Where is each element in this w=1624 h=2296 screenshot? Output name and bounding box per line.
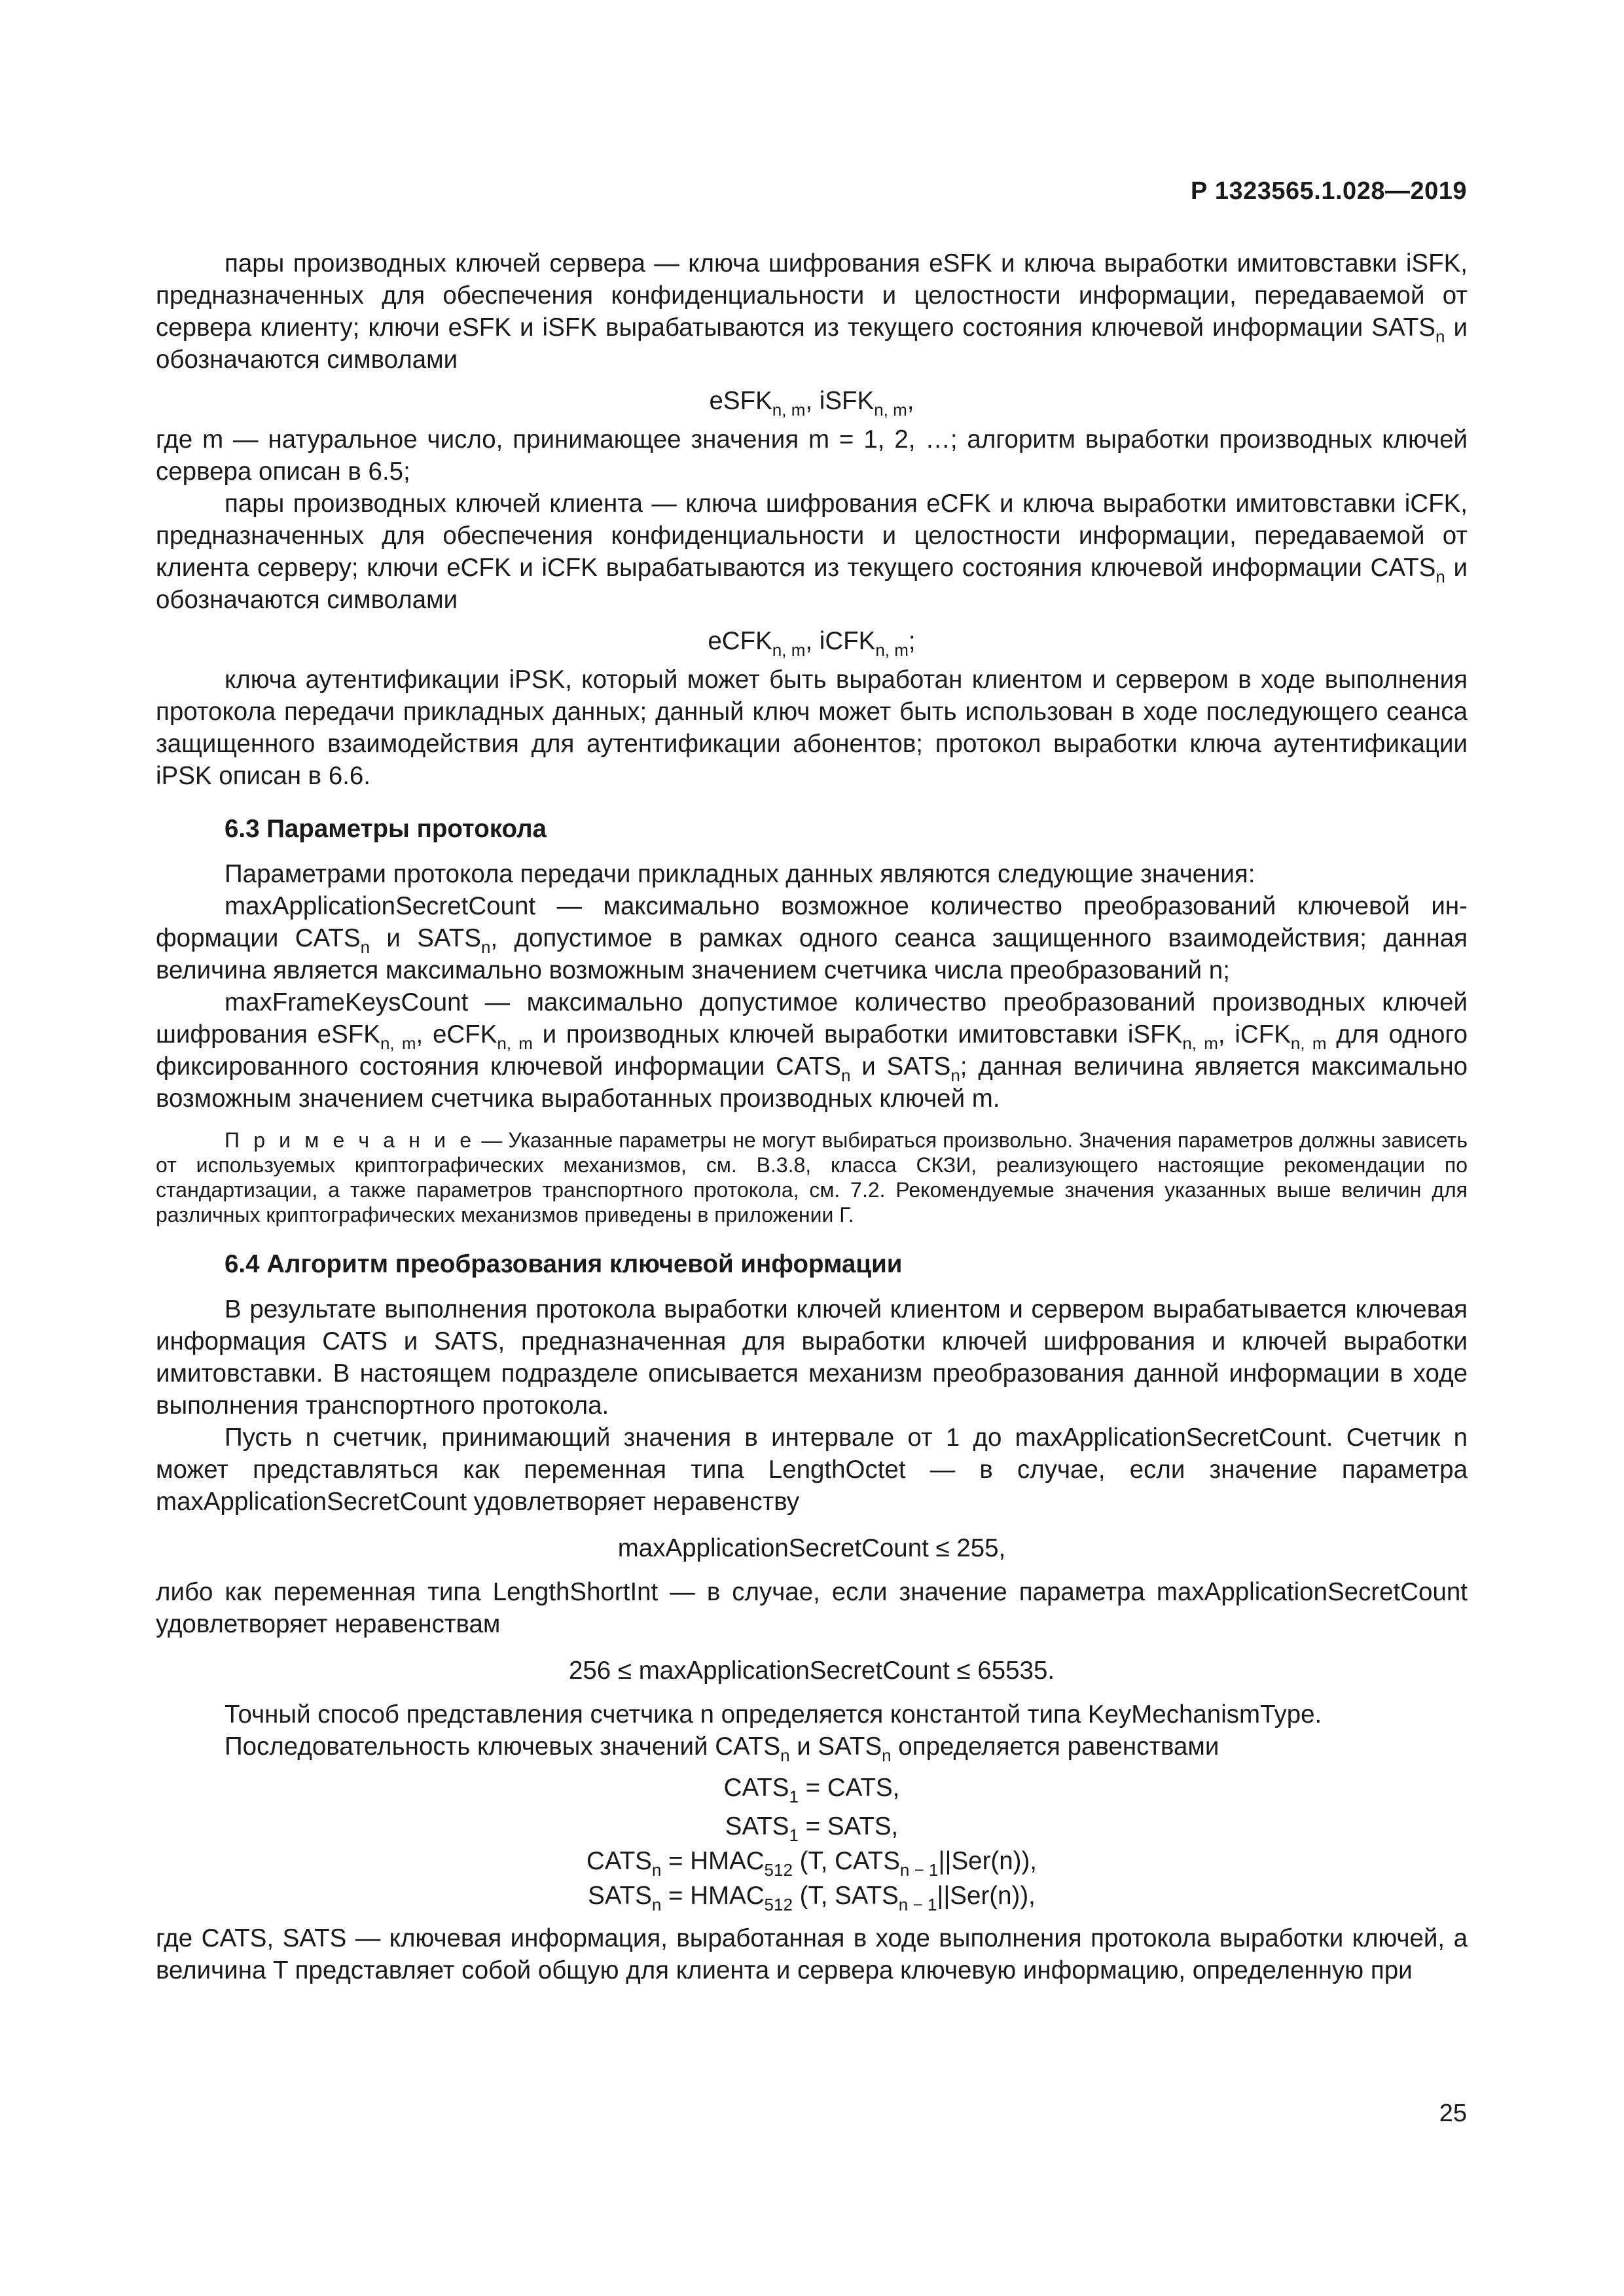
paragraph-max-frame-keys-count: maxFrameKeysCount — максимально допустимое количество преобразований производных ключей шифрования eSFK$_{n, m}$, eCFK$_{n, m}$ и производных ключей выработки имитовставки iSFK$_{n, m}$, iCFK$_{n, m}$ для одного фиксированного состояния ключевой информации $CATS_n$ и $SATS_n$; данная величина является максимально возможным значением счетчика выработанных производных ключей m. xyxy=(156,988,1468,1113)
page-number: 25 xyxy=(1439,2100,1467,2127)
formula-inequality-65535: 256 ≤ maxApplicationSecretCount ≤ 65535. xyxy=(568,1657,1055,1685)
paragraph-counter-n: Пусть n счетчик, принимающий значения в интервале от 1 до maxApplicationSecretCount. Счетчик n может представляться как переменная типа LengthOctet — в случае, если значение параметра maxApplicationSecretCount удовлетворяет неравенству xyxy=(156,1424,1468,1516)
note-block: П р и м е ч а н и е — Указанные параметры не могут выбираться произвольно. Значения параметров должны зависеть от используемых криптографических механизмов, см. В.3.8, класса СКЗИ, реализующего настоящие рекомендации по стандартизации, а также параметров транспортного протокола, см. 7.2. Рекомендуемые значения указанных выше величин для различных криптографических механизмов приведены в приложении Г. xyxy=(156,1128,1468,1227)
paragraph-m-definition: где m — натуральное число, принимающее значения m = 1, 2, …; алгоритм выработки производных ключей сервера описан в 6.5; xyxy=(156,425,1468,486)
formula-server-keys: eSFK$_{n, m}$, iSFK$_{n, m}$, xyxy=(709,387,914,420)
equation-cats-n: $CATS_n$ = $HMAC_{512}$ (T, $CATS_{n - 1}||Ser(n)$), xyxy=(586,1847,1037,1880)
equation-sats-n: $SATS_n$ = $HMAC_{512}$ (T, $SATS_{n - 1}||Ser(n)$), xyxy=(588,1882,1036,1914)
paragraph-params-intro: Параметрами протокола передачи прикладных данных являются следующие значения: xyxy=(225,860,1255,888)
paragraph-ipsk: ключа аутентификации iPSK, который может быть выработан клиентом и сервером в ходе выполнения протокола передачи прикладных данных; данный ключ может быть использован в ходе последующего сеанса защищенного взаимодействия для аутентификации абонентов; протокол выработки ключа аутентификации iPSK описан в 6.6. xyxy=(156,666,1468,790)
paragraph-server-keys: пары производных ключей сервера — ключа шифрования eSFK и ключа выработки имитовставки iSFK, предназначенных для обеспечения конфиденциальности и целостности информации, передаваемой от сервера клиенту; ключи eSFK и iSFK вырабатываются из текущего состояния ключевой информации $SATS_n$ и обозначаются символами xyxy=(156,249,1468,374)
paragraph-sequence-intro: Последовательность ключевых значений $CATS_n$ и $SATS_n$ определяется равенствами xyxy=(225,1732,1219,1765)
equation-cats-1: $CATS_1$ = CATS, xyxy=(723,1774,900,1806)
note-label: П р и м е ч а н и е xyxy=(225,1128,476,1152)
equation-sats-1: $SATS_1$ = SATS, xyxy=(725,1812,899,1845)
paragraph-length-short-int: либо как переменная типа LengthShortInt — в случае, если значение параметра maxApplicationSecretCount удовлетворяет неравенствам xyxy=(156,1578,1468,1638)
paragraph-max-application-secret-count: maxApplicationSecretCount — максимально возможное количество преобразований ключевой информации $CATS_n$ и $SATS_n$, допустимое в рамках одного сеанса защищенного взаимодействия; данная величина является максимально возможным значением счетчика числа преобразований n; xyxy=(156,892,1468,984)
paragraph-counter-representation: Точный способ представления счетчика n определяется константой типа KeyMechanismType. xyxy=(225,1700,1322,1729)
formula-inequality-255: maxApplicationSecretCount ≤ 255, xyxy=(617,1534,1006,1562)
paragraph-client-keys: пары производных ключей клиента — ключа шифрования eCFK и ключа выработки имитовставки iCFK, предназначенных для обеспечения конфиденциальности и целостности информации, передаваемой от клиента серверу; ключи eCFK и iCFK вырабатываются из текущего состояния ключевой информации $CATS_n$ и обозначаются символами xyxy=(156,490,1468,614)
document-header-id: Р 1323565.1.028—2019 xyxy=(1190,177,1467,205)
formula-client-keys: eCFK$_{n, m}$, iCFK$_{n, m}$; xyxy=(708,627,916,660)
paragraph-key-info-intro: В результате выполнения протокола выработки ключей клиентом и сервером вырабатывается ключевая информация CATS и SATS, предназначенная для выработки ключей шифрования и ключей выработки имитовставки. В настоящем подразделе описывается механизм преобразования данной информации в ходе выполнения транспортного протокола. xyxy=(156,1295,1468,1420)
section-heading-6-3: 6.3 Параметры протокола xyxy=(225,815,547,843)
document-body xyxy=(156,247,1468,1986)
section-heading-6-4: 6.4 Алгоритм преобразования ключевой информации xyxy=(225,1250,903,1278)
paragraph-cats-sats-definition: где CATS, SATS — ключевая информация, выработанная в ходе выполнения протокола выработки ключей, а величина T представляет собой общую для клиента и сервера ключевую информацию, определенную при xyxy=(156,1924,1468,1984)
